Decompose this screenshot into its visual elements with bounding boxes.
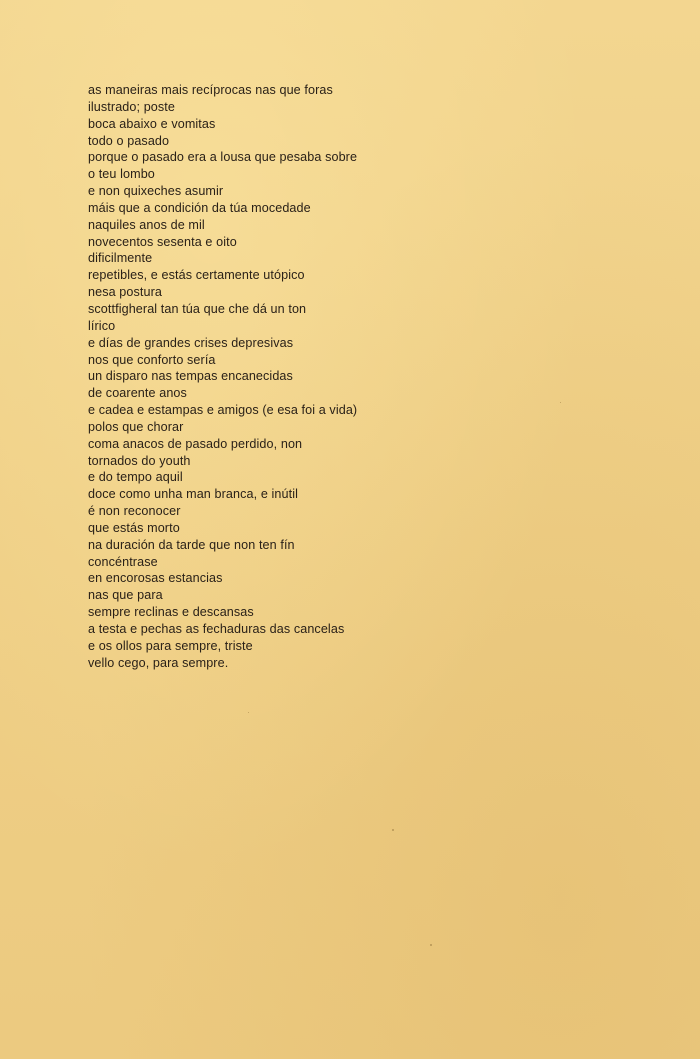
poem-line: a testa e pechas as fechaduras das cancelas	[88, 622, 345, 636]
poem-line: e días de grandes crises depresivas	[88, 335, 294, 350]
poem-line: e cadea e estampas e amigos (e esa foi a vida)	[88, 403, 358, 418]
poem-line: e os ollos para sempre, triste	[88, 638, 253, 653]
poem-line: que estás morto	[88, 520, 180, 535]
poem-line: en encorosas estancias	[88, 571, 223, 586]
poem-line: máis que a condición da túa mocedade	[88, 200, 311, 215]
poem-line: ilustrado; poste	[88, 99, 176, 114]
poem-line: sempre reclinas e descansas	[88, 605, 254, 620]
poem-line: nos que conforto sería	[88, 352, 216, 367]
poem-line: as maneiras mais recíprocas nas que foras	[88, 83, 333, 97]
poem-line: scottfigheral tan túa que che dá un ton	[88, 301, 307, 316]
poem-line: na duración da tarde que non ten fín	[88, 537, 295, 552]
poem-line: porque o pasado era a lousa que pesaba sobre	[88, 150, 358, 165]
poem-line: coma anacos de pasado perdido, non	[88, 436, 303, 451]
poem-line: o teu lombo	[88, 167, 155, 182]
poem-text	[88, 82, 357, 672]
paper-speck	[392, 829, 394, 831]
paper-speck	[248, 712, 249, 713]
poem-line: nas que para	[88, 588, 163, 603]
poem-line: novecentos sesenta e oito	[88, 234, 237, 249]
poem-line: vello cego, para sempre.	[88, 655, 229, 670]
poem-line: repetibles, e estás certamente utópico	[88, 268, 305, 283]
poem-line: un disparo nas tempas encanecidas	[88, 369, 293, 384]
poem-line: polos que chorar	[88, 419, 184, 434]
poem-line: boca abaixo e vomitas	[88, 116, 216, 131]
poem-line: doce como unha man branca, e inútil	[88, 487, 299, 502]
paper-speck	[560, 402, 561, 403]
poem-line: concéntrase	[88, 554, 158, 569]
poem-line: dificilmente	[88, 251, 153, 266]
poem-line: nesa postura	[88, 285, 163, 300]
poem-line: e non quixeches asumir	[88, 184, 224, 199]
poem-line: é non reconocer	[88, 504, 181, 519]
poem-line: naquiles anos de mil	[88, 217, 205, 232]
poem-line: de coarente anos	[88, 386, 187, 401]
paper-speck	[430, 944, 432, 946]
poem-line: e do tempo aquil	[88, 470, 183, 485]
poem-line: todo o pasado	[88, 133, 170, 148]
poem-line: tornados do youth	[88, 453, 191, 468]
poem-line: lírico	[88, 318, 116, 333]
